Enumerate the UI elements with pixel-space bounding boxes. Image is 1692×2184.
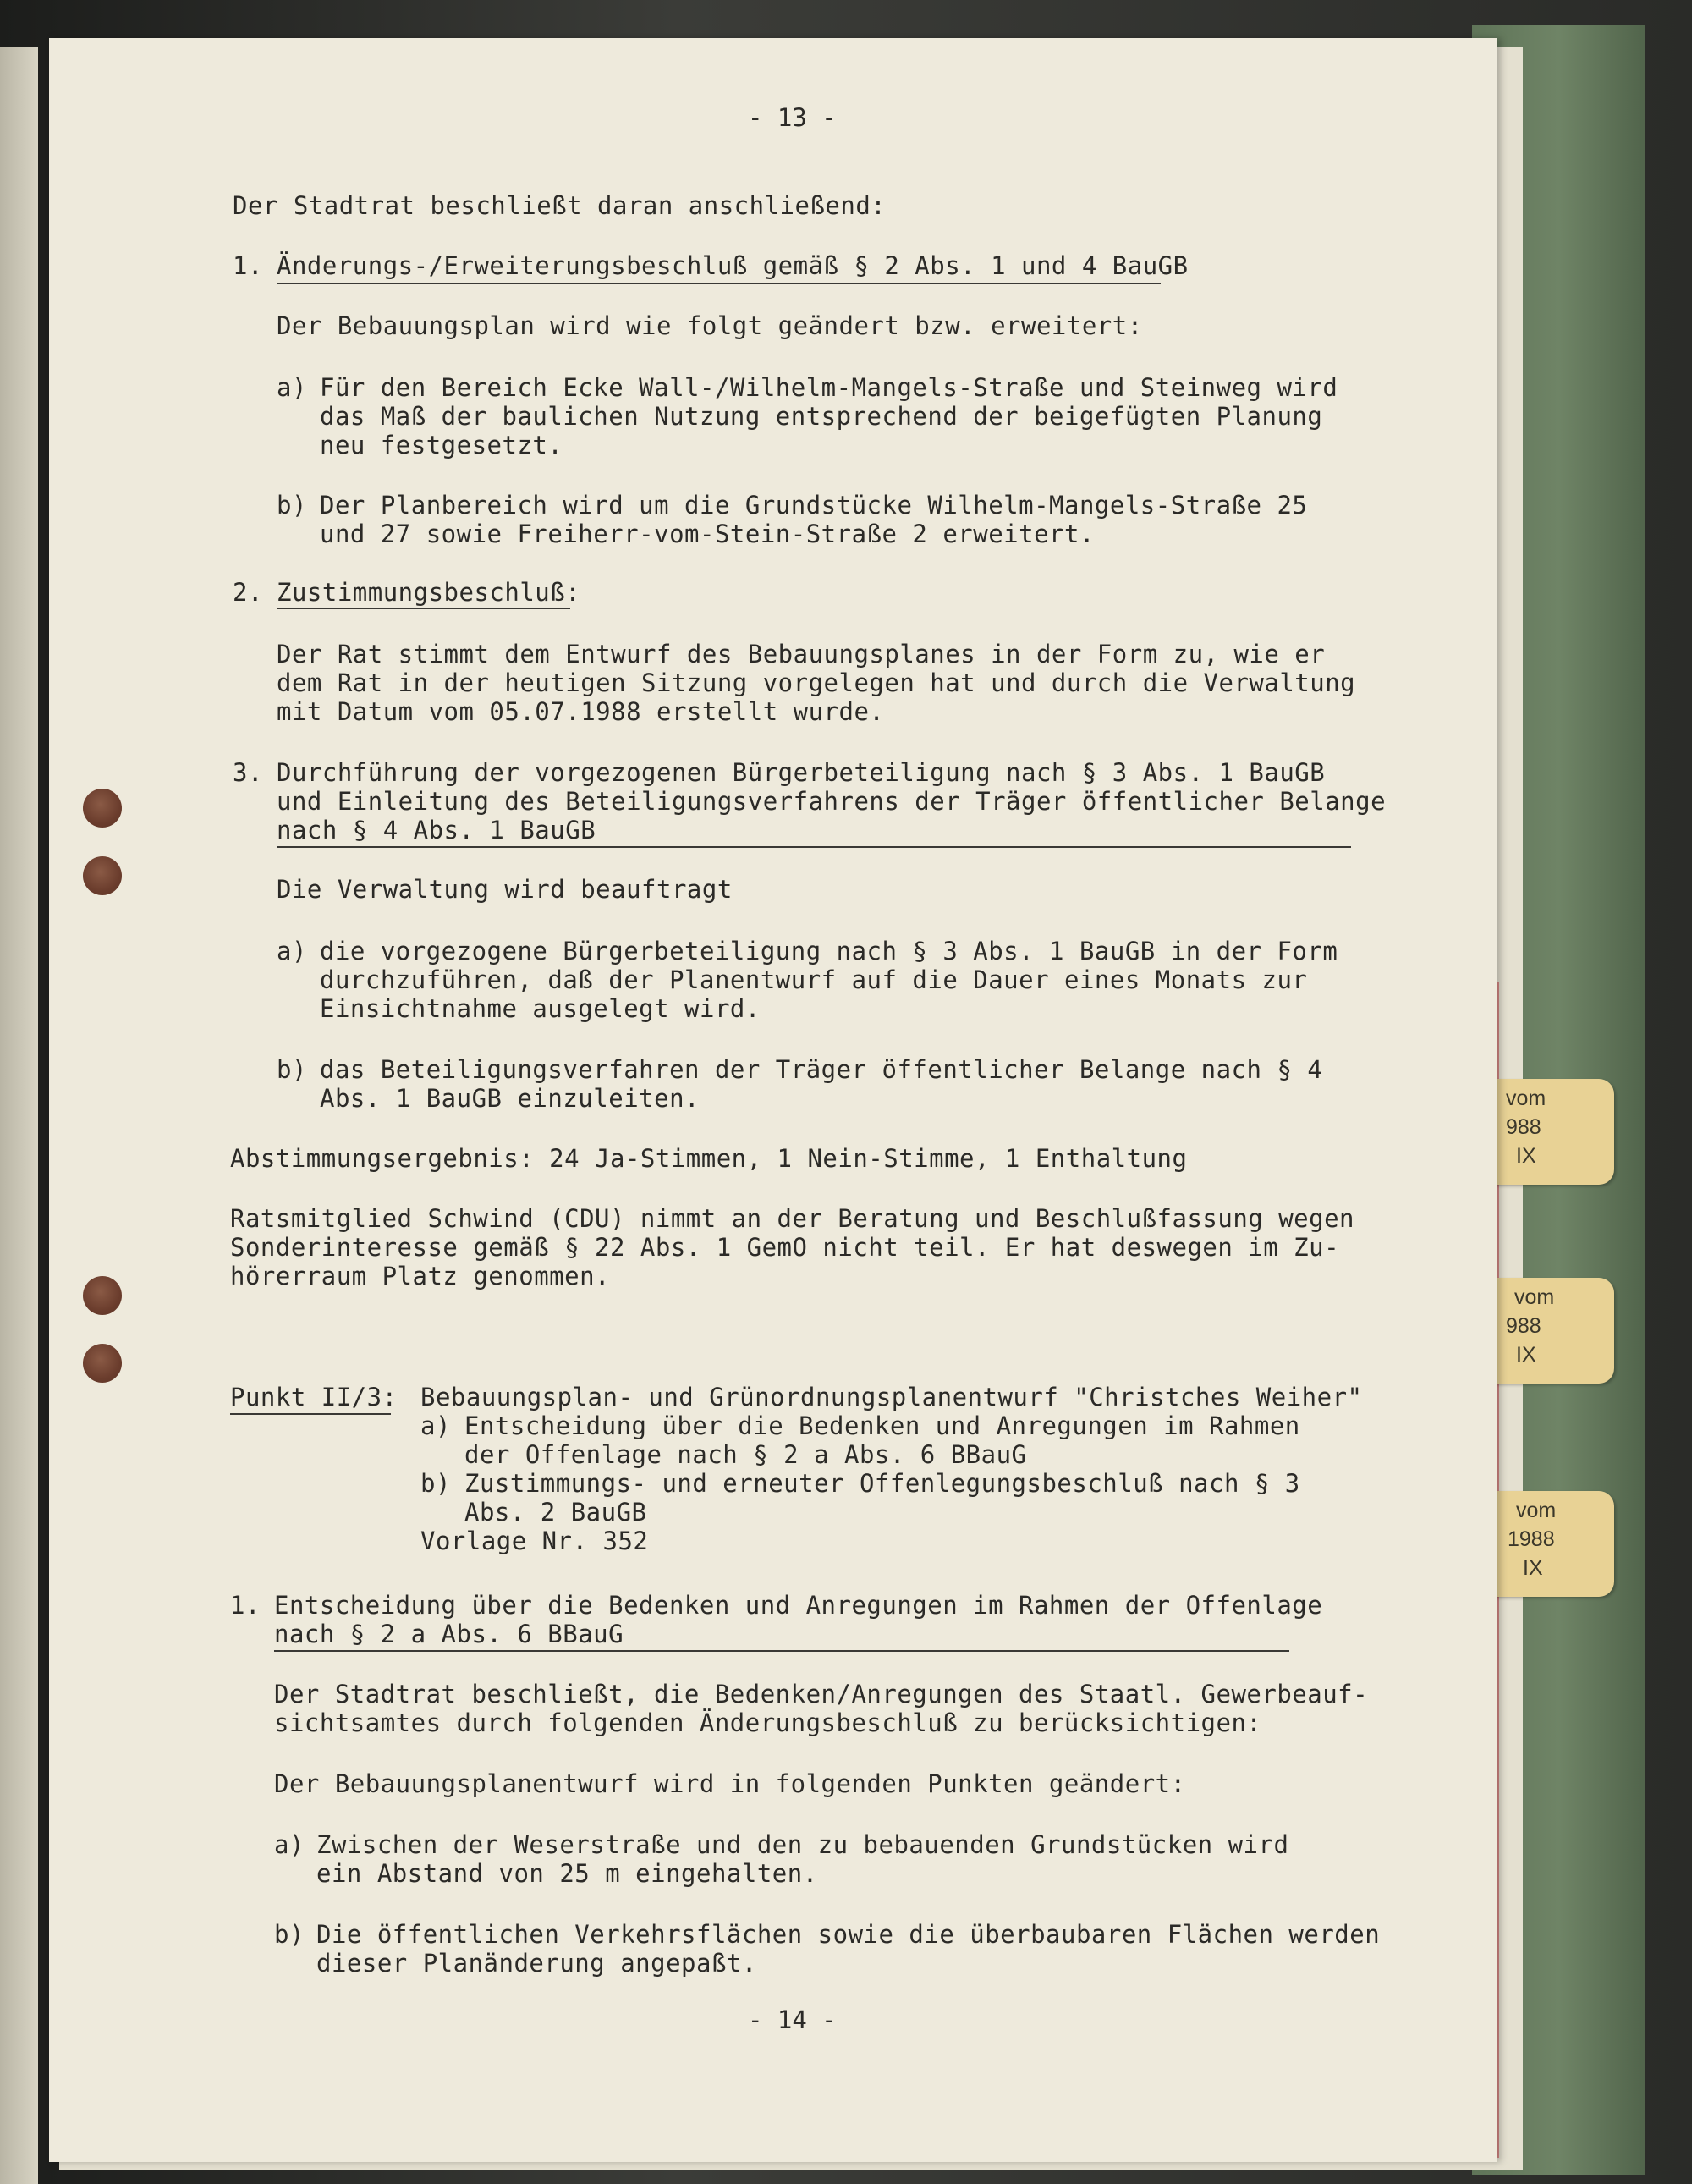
index-tab-2	[1489, 1278, 1614, 1384]
heading-underline	[274, 1650, 1289, 1652]
item-heading: Änderungs-/Erweiterungsbeschluß gemäß § 2 Abs. 1 und 4 BauGB	[277, 251, 1189, 280]
item-heading-line: nach § 2 a Abs. 6 BBauG	[274, 1620, 624, 1648]
item-text: Die Verwaltung wird beauftragt	[277, 875, 733, 904]
subitem-line: Abs. 1 BauGB einzuleiten.	[320, 1084, 700, 1113]
paragraph-line: sichtsamtes durch folgenden Änderungsbeschluß zu berücksichtigen:	[274, 1708, 1262, 1737]
subitem-label: a)	[274, 1830, 305, 1859]
subitem-line: die vorgezogene Bürgerbeteiligung nach § 3 Abs. 1 BauGB in der Form	[320, 937, 1338, 965]
subitem-line: durchzuführen, daß der Planentwurf auf die Dauer eines Monats zur	[320, 965, 1308, 994]
paragraph-line: mit Datum vom 05.07.1988 erstellt wurde.	[277, 697, 885, 726]
subitem-label: b)	[274, 1920, 305, 1949]
subitem-label: a)	[277, 937, 307, 965]
subitem-line: ein Abstand von 25 m eingehalten.	[316, 1859, 818, 1888]
punch-hole	[83, 789, 122, 828]
subitem-line: Zwischen der Weserstraße und den zu bebauenden Grundstücken wird	[316, 1830, 1289, 1859]
index-tab-1	[1489, 1079, 1614, 1185]
punch-hole	[83, 1344, 122, 1383]
subitem-line: Entscheidung über die Bedenken und Anregungen im Rahmen	[464, 1411, 1300, 1440]
item-number: 2.	[233, 578, 263, 607]
item-number: 3.	[233, 758, 263, 787]
agenda-title: Bebauungsplan- und Grünordnungsplanentwurf "Christches Weiher"	[420, 1383, 1363, 1411]
punch-hole	[83, 1276, 122, 1315]
item-number: 1.	[233, 251, 263, 280]
punch-hole	[83, 856, 122, 895]
item-text: Der Bebauungsplan wird wie folgt geändert bzw. erweitert:	[277, 311, 1143, 340]
heading-underline	[277, 846, 1351, 848]
subitem-line: der Offenlage nach § 2 a Abs. 6 BBauG	[464, 1440, 1027, 1469]
paragraph-line: hörerraum Platz genommen.	[230, 1262, 610, 1290]
tab-label-line: IX	[1523, 1556, 1543, 1580]
intro-text: Der Stadtrat beschließt daran anschließend:	[233, 191, 887, 220]
tab-label-line: 988	[1506, 1115, 1541, 1139]
vote-result: Abstimmungsergebnis: 24 Ja-Stimmen, 1 Nein-Stimme, 1 Enthaltung	[230, 1144, 1188, 1173]
page-number-top: - 13 -	[748, 103, 837, 132]
item-heading-line: Durchführung der vorgezogenen Bürgerbeteiligung nach § 3 Abs. 1 BauGB	[277, 758, 1326, 787]
subitem-line: Für den Bereich Ecke Wall-/Wilhelm-Mangels-Straße und Steinweg wird	[320, 373, 1338, 402]
subitem-line: Der Planbereich wird um die Grundstücke Wilhelm-Mangels-Straße 25	[320, 491, 1308, 520]
paragraph-line: Sonderinteresse gemäß § 22 Abs. 1 GemO nicht teil. Er hat deswegen im Zu-	[230, 1233, 1340, 1262]
agenda-point-label: Punkt II/3:	[230, 1383, 398, 1411]
paragraph-line: Der Stadtrat beschließt, die Bedenken/Anregungen des Staatl. Gewerbeauf-	[274, 1680, 1369, 1708]
item-heading-line: nach § 4 Abs. 1 BauGB	[277, 816, 596, 844]
tab-label-line: 988	[1506, 1314, 1541, 1338]
subitem-line: Zustimmungs- und erneuter Offenlegungsbeschluß nach § 3	[464, 1469, 1300, 1498]
subitem-line: Abs. 2 BauGB	[464, 1498, 647, 1527]
item-number: 1.	[230, 1591, 261, 1620]
tab-label-line: vom	[1506, 1086, 1546, 1110]
vorlage-number: Vorlage Nr. 352	[420, 1527, 649, 1555]
tab-label-line: IX	[1516, 1343, 1536, 1367]
heading-underline	[277, 283, 1161, 284]
subitem-line: Einsichtnahme ausgelegt wird.	[320, 994, 761, 1023]
paragraph-line: dem Rat in der heutigen Sitzung vorgelegen hat und durch die Verwaltung	[277, 668, 1356, 697]
subitem-label: b)	[277, 491, 307, 520]
page-number-bottom: - 14 -	[748, 2005, 837, 2034]
subitem-label: b)	[277, 1055, 307, 1084]
subitem-line: Die öffentlichen Verkehrsflächen sowie die überbaubaren Flächen werden	[316, 1920, 1381, 1949]
subitem-line: das Beteiligungsverfahren der Träger öffentlicher Belange nach § 4	[320, 1055, 1323, 1084]
heading-underline	[277, 608, 570, 609]
tab-label-line: vom	[1516, 1499, 1557, 1522]
item-heading-line: Entscheidung über die Bedenken und Anregungen im Rahmen der Offenlage	[274, 1591, 1323, 1620]
subitem-line: und 27 sowie Freiherr-vom-Stein-Straße 2 erweitert.	[320, 520, 1095, 548]
item-heading: Zustimmungsbeschluß:	[277, 578, 581, 607]
tab-label-line: IX	[1516, 1144, 1536, 1168]
paragraph-line: Ratsmitglied Schwind (CDU) nimmt an der Beratung und Beschlußfassung wegen	[230, 1204, 1355, 1233]
subitem-line: dieser Planänderung angepaßt.	[316, 1949, 757, 1978]
item-text: Der Bebauungsplanentwurf wird in folgenden Punkten geändert:	[274, 1769, 1186, 1798]
agenda-label-underline	[230, 1413, 391, 1415]
index-tab-3	[1489, 1491, 1614, 1597]
subitem-label: b)	[420, 1469, 451, 1498]
tab-label-line: 1988	[1508, 1527, 1555, 1551]
subitem-label: a)	[277, 373, 307, 402]
item-heading-line: und Einleitung des Beteiligungsverfahrens der Träger öffentlicher Belange	[277, 787, 1387, 816]
left-page-edge	[0, 47, 38, 2184]
paragraph-line: Der Rat stimmt dem Entwurf des Bebauungsplanes in der Form zu, wie er	[277, 640, 1326, 668]
tab-label-line: vom	[1514, 1285, 1555, 1309]
subitem-line: neu festgesetzt.	[320, 431, 563, 459]
subitem-line: das Maß der baulichen Nutzung entsprechend der beigefügten Planung	[320, 402, 1323, 431]
subitem-label: a)	[420, 1411, 451, 1440]
